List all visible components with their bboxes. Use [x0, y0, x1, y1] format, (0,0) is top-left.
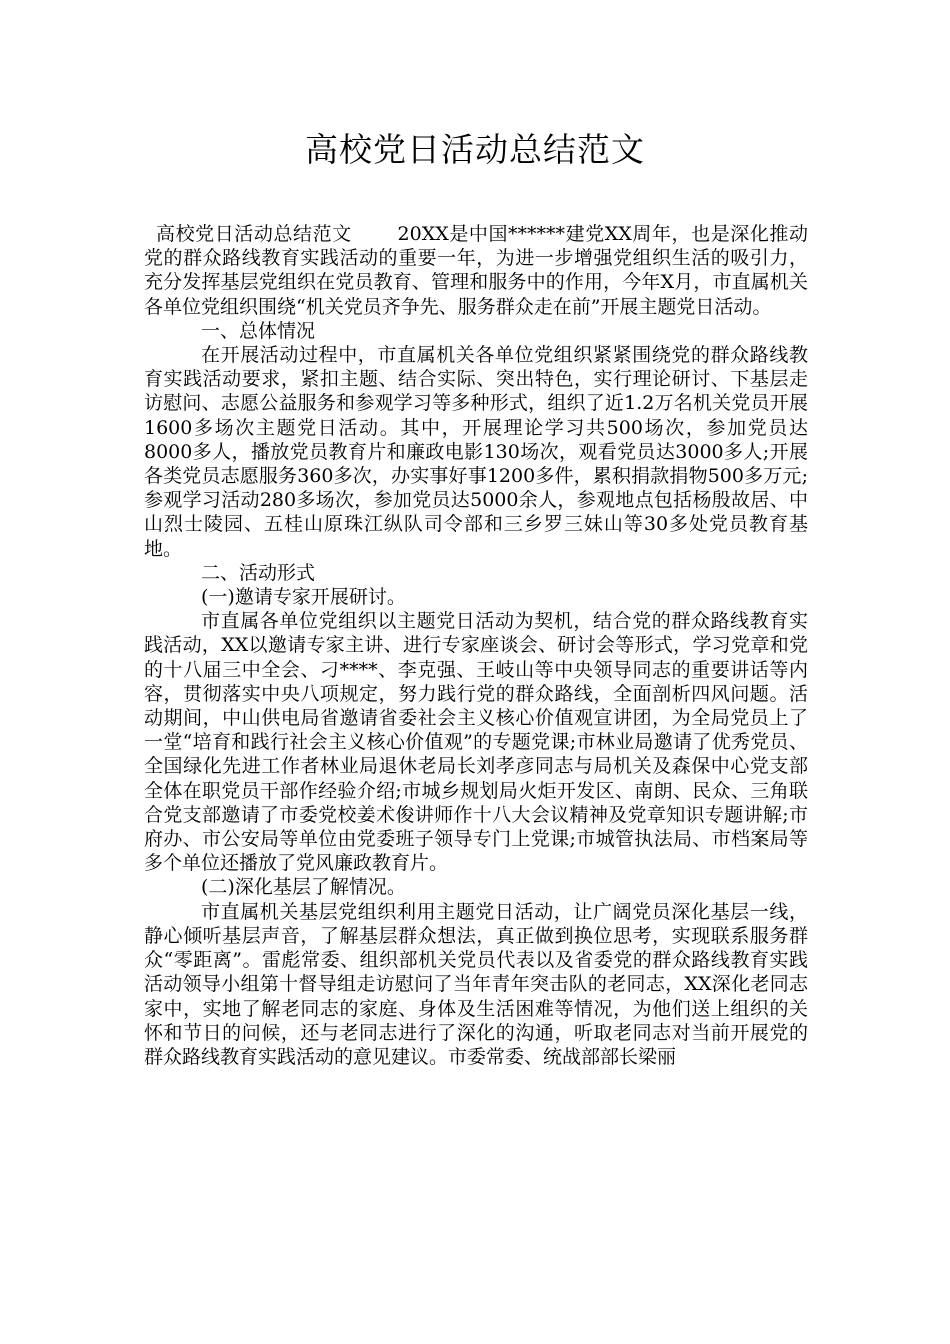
subsection-heading-experts: (一)邀请专家开展研讨。 [201, 586, 406, 609]
document-body [144, 222, 808, 1069]
intro-paragraph: 高校党日活动总结范文 20XX是中国******建党XX周年，也是深化推动党的群众路线教育实践活动的重要一年，为进一步增强党组织生活的吸引力，充分发挥基层党组织在党员教育、管理和服务中的作用，今年X月，市直属机关各单位党组织围绕“机关党员齐争先、服务群众走在前”开展主题党日活动。 [144, 223, 808, 318]
subsection-heading-grassroots: (二)深化基层了解情况。 [201, 876, 406, 899]
section-heading-forms: 二、活动形式 [201, 561, 316, 584]
section-heading-overview: 一、总体情况 [201, 319, 316, 342]
grassroots-paragraph: 市直属机关基层党组织利用主题党日活动，让广阔党员深化基层一线，静心倾听基层声音，了解基层群众想法，真正做到换位思考，实现联系服务群众“零距离”。雷彪常委、组织部机关党员代表以及省委党的群众路线教育实践活动领导小组第十督导组走访慰问了当年青年突击队的老同志，XX深化老同志家中，实地了解老同志的家庭、身体及生活困难等情况，为他们送上组织的关怀和节日的问候，还与老同志进行了深化的沟通，听取老同志对当前开展党的群众路线教育实践活动的意见建议。市委常委、统战部部长梁丽 [144, 900, 808, 1068]
overview-paragraph: 在开展活动过程中，市直属机关各单位党组织紧紧围绕党的群众路线教育实践活动要求，紧扣主题、结合实际、突出特色，实行理论研讨、下基层走访慰问、志愿公益服务和参观学习等多种形式，组织了近1.2万名机关党员开展1600多场次主题党日活动。其中，开展理论学习共500场次，参加党员达8000多人，播放党员教育片和廉政电影130场次，观看党员达3000多人;开展各类党员志愿服务360多次，办实事好事1200多件，累积捐款捐物500多万元;参观学习活动280多场次，参加党员达5000余人，参观地点包括杨殷故居、中山烈士陵园、五桂山原珠江纵队司令部和三乡罗三妹山等30多处党员教育基地。 [144, 344, 808, 560]
experts-paragraph: 市直属各单位党组织以主题党日活动为契机，结合党的群众路线教育实践活动，XX以邀请专家主讲、进行专家座谈会、研讨会等形式，学习党章和党的十八届三中全会、刁****、李克强、王岐山等中央领导同志的重要讲话等内容，贯彻落实中央八项规定，努力践行党的群众路线，全面剖析四风问题。活动期间，中山供电局省邀请省委社会主义核心价值观宣讲团，为全局党员上了一堂“培育和践行社会主义核心价值观”的专题党课;市林业局邀请了优秀党员、全国绿化先进工作者林业局退休老局长刘孝彦同志与局机关及森保中心党支部全体在职党员干部作经验介绍;市城乡规划局火炬开发区、南朗、民众、三角联合党支部邀请了市委党校姜术俊讲师作十八大会议精神及党章知识专题讲解;市府办、市公安局等单位由党委班子领导专门上党课;市城管执法局、市档案局等多个单位还播放了党风廉政教育片。 [144, 610, 808, 875]
document-title: 高校党日活动总结范文 [305, 130, 645, 169]
